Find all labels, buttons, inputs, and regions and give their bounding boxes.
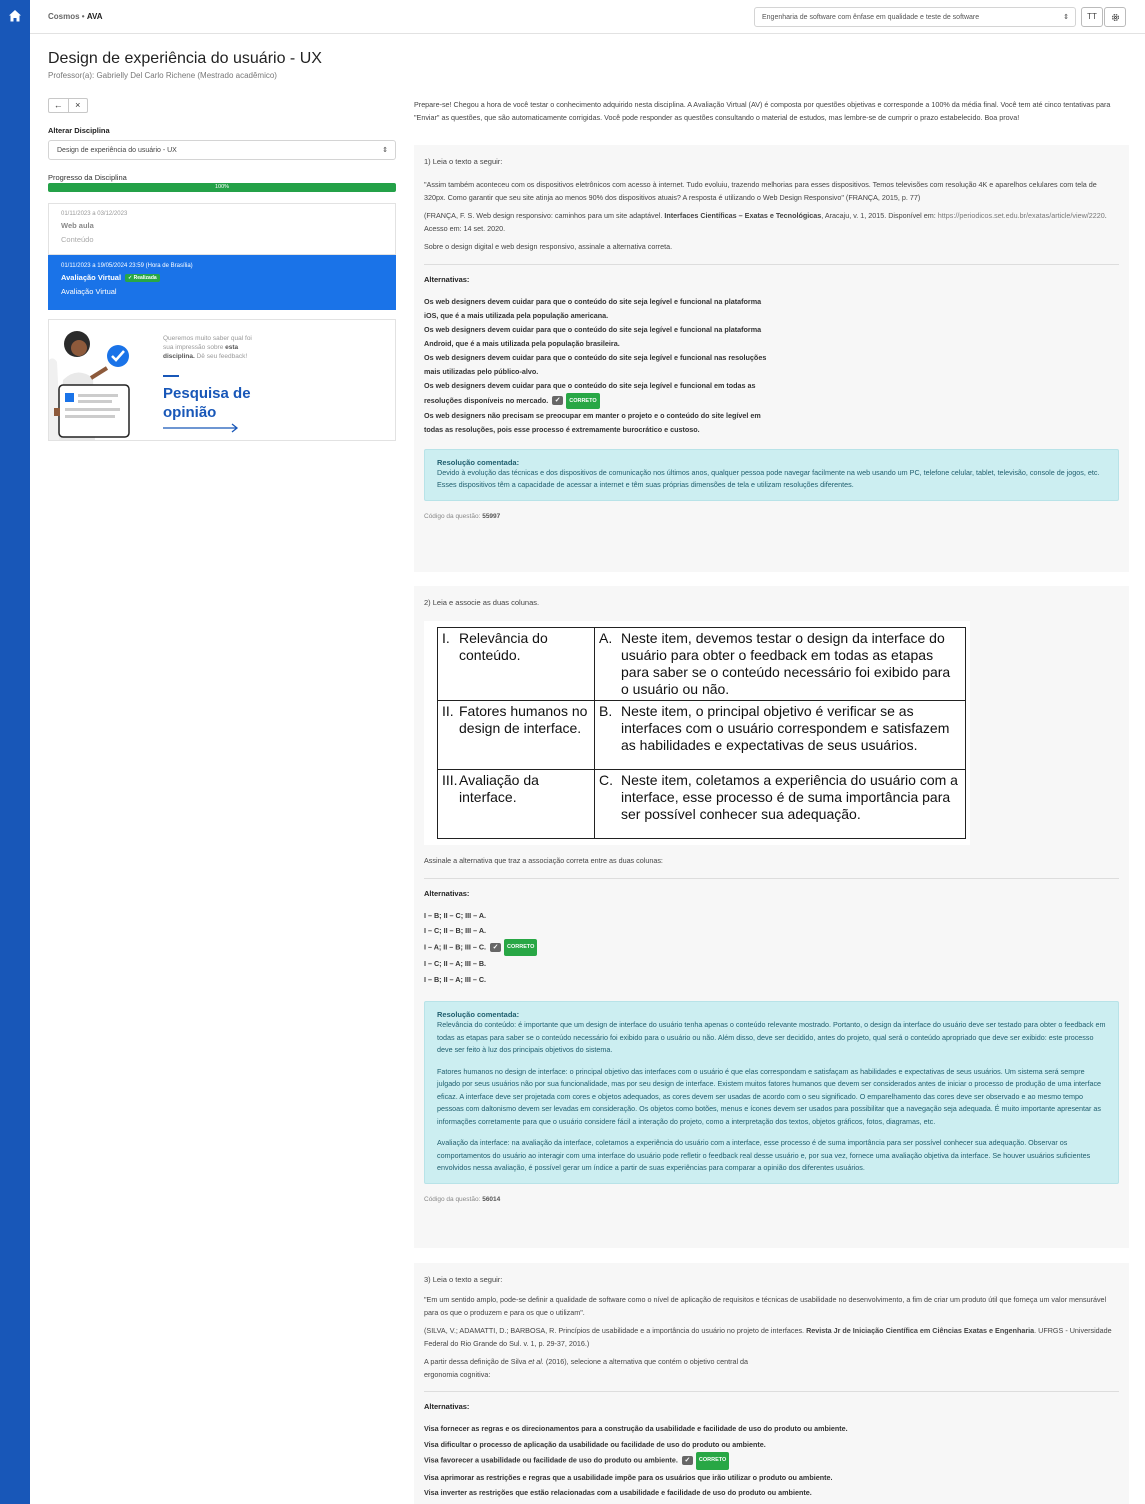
cell-text: Fatores humanos no design de interface. (459, 703, 588, 736)
code-value: 55997 (482, 512, 501, 520)
resolution-box (424, 1001, 1119, 1184)
alternative[interactable]: Visa dificultar o processo de aplicação da usabilidade ou facilidade de uso do produto ou ambiente. (424, 1439, 766, 1449)
discipline-select-value: Design de experiência do usuário - UX (57, 147, 177, 154)
correct-badge: CORRETO (504, 939, 537, 957)
correct-badge: CORRETO (566, 393, 599, 409)
change-discipline-label: Alterar Disciplina (48, 126, 110, 135)
divider (424, 264, 1119, 265)
page-title: Design de experiência do usuário - UX (48, 50, 322, 67)
banner-text-c: Dê seu feedback! (194, 353, 248, 360)
cell-text: Neste item, o principal objetivo é verificar se as interfaces com o usuário correspondem e satisfazem as habilidades e expectativas de seus usuários. (621, 703, 950, 753)
alternatives-heading: Alternativas: (424, 274, 470, 284)
alternative-correct[interactable] (424, 379, 774, 409)
question-number: 3) Leia o texto a seguir: (424, 1275, 503, 1284)
table-cell (438, 770, 595, 839)
check-icon: ✓ (490, 943, 501, 952)
correct-badge: CORRETO (696, 1452, 729, 1470)
brand-suffix: AVA (86, 12, 103, 21)
activity-web-aula[interactable] (48, 203, 396, 255)
prompt-a: A partir dessa definição de Silva (424, 1357, 529, 1366)
course-select[interactable] (754, 7, 1076, 27)
ref-c: , Aracaju, v. 1, 2015. Disponível em: (821, 211, 938, 220)
resolution-paragraph: Avaliação da interface: na avaliação da interface, coletamos a experiência do usuário com a interface, esse processo é de suma importância para ser possível conhecer sua adequação. Observar os comportamentos do usuário ao interagir com uma interface do usuário pode refletir o feedback real desse usuário e, por sua vez, fornece uma avaliação objetiva da interface. Se houver usuários suficientes envolvidos nessa avaliação, é possível gerar um índice a partir de suas experiências para comparar a opinião dos diferentes usuários. (437, 1138, 1091, 1172)
question-code (424, 1196, 1119, 1203)
banner-title-line2: opinião (163, 404, 217, 421)
alternatives-heading: Alternativas: (424, 888, 470, 898)
table-cell (595, 701, 966, 770)
ref-d: . Acesso em: 14 set. 2020. (424, 211, 1107, 233)
activity-type: Avaliação Virtual (61, 287, 117, 297)
question-prompt (424, 1356, 779, 1381)
status-badge: ✓ Realizada (125, 274, 160, 282)
divider (424, 1391, 1119, 1392)
progress-bar (48, 183, 396, 192)
settings-button[interactable] (1104, 7, 1126, 27)
cell-text: Relevância do conteúdo. (459, 630, 548, 663)
table-row (438, 628, 966, 701)
question-card-2 (414, 586, 1129, 1248)
reference-link[interactable]: https://periodicos.set.edu.br/exatas/article/view/2220 (937, 211, 1105, 220)
row-letter: B. (599, 703, 613, 719)
question-card-3 (414, 1263, 1129, 1504)
row-numeral: III. (442, 772, 458, 788)
resolution-box (424, 449, 1119, 501)
close-icon[interactable]: × (75, 100, 81, 110)
intro-text: Prepare-se! Chegou a hora de você testar o conhecimento adquirido nesta disciplina. A Avaliação Virtual (AV) é composta por questões objetivas e corresponde a 100% da média final. Você tem até cinco tentativas para "Enviar" as questões, que são automaticamente corrigidas. Você pode responder as questões consultando o material de estudos, mas lembre-se de cumprir o prazo estabelecido. Boa prova! (414, 100, 1111, 122)
question-quote: "Em um sentido amplo, pode-se definir a qualidade de software como o nível de aplicação de requisitos e técnicas de usabilidade no desenvolvimento, a fim de criar um produto útil que forneça um valor mensurável para os que o produzem e para os que o utilizam". (424, 1295, 1107, 1317)
prompt-c: (2016), selecione a alternativa que contém o objetivo central da ergonomia cognitiva: (424, 1357, 749, 1379)
code-value: 56014 (482, 1195, 501, 1203)
select-arrows-icon: ⇕ (382, 147, 388, 154)
banner-text (163, 334, 263, 361)
arrow-right-icon (163, 423, 239, 433)
alternative[interactable]: Visa inverter as restrições que estão relacionadas com a usabilidade e facilidade de uso do produto ou ambiente. (424, 1488, 812, 1497)
resolution-paragraph: Fatores humanos no design de interface: o principal objetivo das interfaces com o usuário é que elas correspondam e satisfaçam as habilidades e expectativas de seus usuários. Um sistema será sempre julgado por seus usuários não por sua funcionalidade, mas por seu design de interface. Existem muitos fatores humanos que devem ser considerados antes de iniciar o processo de produção de uma interface eficaz. A interface deve ser projetada com cores e objetos adequados, as cores devem ser usadas de acordo com o seu significado. O emparelhamento das cores deve ser observado e ao mesmo tempo pessoas com daltonismo devem ser levadas em consideração. Os objetos como botões, menus e ícones devem ser usados para possibilitar que a navegação seja adequada. É muito importante apresentar as informações corretamente para que o usuário considere fácil a interação do projeto, como a interpretação dos textos, objetos gráficos, fotos, diagramas, etc. (437, 1066, 1102, 1126)
table-row (438, 770, 966, 839)
question-number: 2) Leia e associe as duas colunas. (424, 598, 540, 607)
question-card-1 (414, 145, 1129, 572)
divider (424, 878, 1119, 879)
table-cell (438, 701, 595, 770)
gear-icon (1111, 13, 1120, 22)
resolution-title: Resolução comentada: (437, 457, 520, 467)
top-bar (30, 0, 1145, 34)
question-reference (424, 210, 1119, 235)
alternative[interactable]: I – B; II – C; III – A. (424, 910, 487, 920)
home-icon[interactable] (8, 9, 22, 23)
question-quote: "Assim também aconteceu com os dispositivos eletrônicos com acesso à internet. Tudo evoluiu, trazendo melhorias para esses dispositivos. Temos televisões com resolução 4K e aparelhos celulares com tela de 320px. Como garantir que seu site atinja ao menos 90% dos dispositivos atuais? A resposta é utilizando o Web Design Responsivo" (FRANÇA, 2015, p. 77) (424, 180, 1097, 202)
progress-fill: 100% (48, 183, 396, 192)
resolution-text: Devido à evolução das técnicas e dos dispositivos de comunicação nos últimos anos, qualquer pessoa pode navegar facilmente na web usando um PC, telefone celular, tablet, televisão, console de jogos, etc. Esses dispositivos têm a capacidade de acessar a internet e têm suas próprias dimensões de tela e utilizam resoluções diferentes. (437, 467, 1100, 489)
alternative-text: I – A; II – B; III – C. (424, 942, 487, 952)
alternative[interactable]: Visa fornecer as regras e os direcionamentos para a construção da usabilidade e facilidade de uso do produto ou ambiente. (424, 1424, 848, 1433)
resolution-paragraph: Relevância do conteúdo: é importante que um design de interface do usuário tenha apenas o conteúdo relevante mostrado. Portanto, o design da interface do usuário deve ser testado para obter o feedback em todas as etapas para saber se o conteúdo necessário foi exibido para o usuário ou não. Além disso, deve ser decidido, antes do projeto, qual será o conteúdo apropriado que deve ser exibido: este processo deve ser feito à luz dos principais objetivos do sistema. (437, 1020, 1106, 1054)
font-size-button[interactable] (1081, 7, 1103, 27)
prompt-b: et al. (528, 1357, 544, 1366)
check-icon: ✓ (682, 1456, 693, 1465)
ref-a: (SILVA, V.; ADAMATTI, D.; BARBOSA, R. Princípios de usabilidade e a importância do usuário no projeto de interfaces. (424, 1326, 807, 1335)
cell-text: Avaliação da interface. (459, 772, 539, 805)
table-row (438, 701, 966, 770)
association-image (424, 621, 970, 845)
row-numeral: I. (442, 630, 450, 646)
alternative[interactable]: I – B; II – A; III – C. (424, 974, 487, 984)
row-letter: A. (599, 630, 613, 646)
alternative[interactable]: Os web designers devem cuidar para que o conteúdo do site seja legível e funcional nas resoluções mais utilizadas pelo público-alvo. (424, 352, 767, 376)
survey-illustration (49, 320, 159, 441)
alternative[interactable]: I – C; II – B; III – A. (424, 926, 487, 935)
question-reference (424, 1325, 1119, 1350)
activity-dates: 01/11/2023 a 03/12/2023 (61, 211, 128, 217)
alternative[interactable]: Os web designers devem cuidar para que o conteúdo do site seja legível e funcional na plataforma Android, que é a mais utilizada pela população brasileira. (424, 324, 762, 348)
select-arrows-icon: ⇕ (1063, 14, 1069, 21)
row-letter: C. (599, 772, 613, 788)
banner-text-a: Queremos muito saber qual foi sua impressão sobre (163, 335, 252, 351)
activity-name-text: Avaliação Virtual (61, 273, 122, 282)
brand-separator: • (81, 12, 85, 21)
nav-buttons (48, 98, 88, 113)
check-icon: ✓ (552, 396, 563, 405)
banner-text-b: esta disciplina. (163, 344, 239, 360)
font-size-label: TT (1087, 12, 1097, 21)
alternative[interactable]: I – C; II – A; III – B. (424, 959, 487, 968)
feedback-banner[interactable] (48, 319, 396, 441)
alternative-correct[interactable] (424, 1452, 1119, 1470)
activity-name: Web aula (61, 221, 94, 230)
activity-dates: 01/11/2023 a 19/05/2024 23:59 (Hora de Brasília) (61, 263, 193, 269)
association-table (437, 627, 966, 839)
ref-b: Interfaces Científicas – Exatas e Tecnológicas (664, 211, 822, 220)
table-cell (438, 628, 595, 701)
resolution-title: Resolução comentada: (437, 1010, 520, 1019)
cell-text: Neste item, devemos testar o design da interface do usuário para obter o feedback em todas as etapas para saber se o conteúdo necessário foi exibido para o usuário ou não. (621, 630, 951, 697)
code-prefix: Código da questão: (424, 1195, 481, 1203)
row-numeral: II. (442, 703, 454, 719)
banner-title-line1: Pesquisa de (163, 385, 251, 402)
alternatives-list (424, 1421, 1119, 1501)
course-select-value: Engenharia de software com ênfase em qualidade e teste de software (762, 14, 980, 21)
alternative-correct[interactable] (424, 939, 1119, 957)
question-code (424, 513, 1119, 520)
ref-c: . UFRGS - Universidade Federal do Rio Grande do Sul. v. 1, p. 29-37, 2016.) (424, 1326, 1112, 1348)
brand[interactable] (48, 12, 103, 21)
question-number: 1) Leia o texto a seguir: (424, 157, 503, 166)
table-cell (595, 770, 966, 839)
discipline-select[interactable] (48, 140, 396, 160)
progress-label: Progresso da Disciplina (48, 173, 127, 182)
activity-type: Conteúdo (61, 235, 94, 244)
app-sidebar-rail (0, 0, 30, 1504)
ref-b: Revista Jr de Iniciação Científica em Ciências Exatas e Engenharia (806, 1326, 1035, 1335)
cell-text: Neste item, coletamos a experiência do usuário com a interface, esse processo é de suma importância para ser possível conhecer sua adequação. (621, 772, 958, 822)
alternative-text: Os web designers devem cuidar para que o conteúdo do site seja legível e funcional em todas as resoluções disponíveis no mercado. (424, 380, 756, 405)
question-prompt: Assinale a alternativa que traz a associação correta entre as duas colunas: (424, 856, 663, 865)
code-prefix: Código da questão: (424, 512, 481, 520)
banner-title (163, 384, 283, 422)
alternatives-list (424, 908, 1119, 988)
ref-a: (FRANÇA, F. S. Web design responsivo: caminhos para um site adaptável. (424, 211, 665, 220)
alternative[interactable]: Os web designers devem cuidar para que o conteúdo do site seja legível e funcional na plataforma iOS, que é a mais utilizada pela população americana. (424, 296, 762, 320)
alternative-text: Visa favorecer a usabilidade ou facilidade de uso do produto ou ambiente. (424, 1455, 678, 1465)
banner-dash (163, 375, 179, 377)
professor-name: Professor(a): Gabrielly Del Carlo Richene (Mestrado acadêmico) (48, 71, 277, 80)
activity-name (61, 273, 383, 282)
alternative[interactable]: Os web designers não precisam se preocupar em manter o projeto e o conteúdo do site legível em todas as resoluções, pois esse processo é extremamente burocrático e custoso. (424, 410, 761, 434)
question-prompt: Sobre o design digital e web design responsivo, assinale a alternativa correta. (424, 242, 673, 251)
activity-avaliacao-virtual[interactable] (48, 255, 396, 310)
back-arrow-icon[interactable]: ← (49, 99, 69, 112)
alternatives-list (424, 295, 774, 437)
brand-prefix: Cosmos (48, 12, 80, 21)
table-cell (595, 628, 966, 701)
alternatives-heading: Alternativas: (424, 1402, 470, 1411)
alternative[interactable]: Visa aprimorar as restrições e regras que a usabilidade impõe para os usuários que irão utilizar o produto ou ambiente. (424, 1472, 833, 1482)
